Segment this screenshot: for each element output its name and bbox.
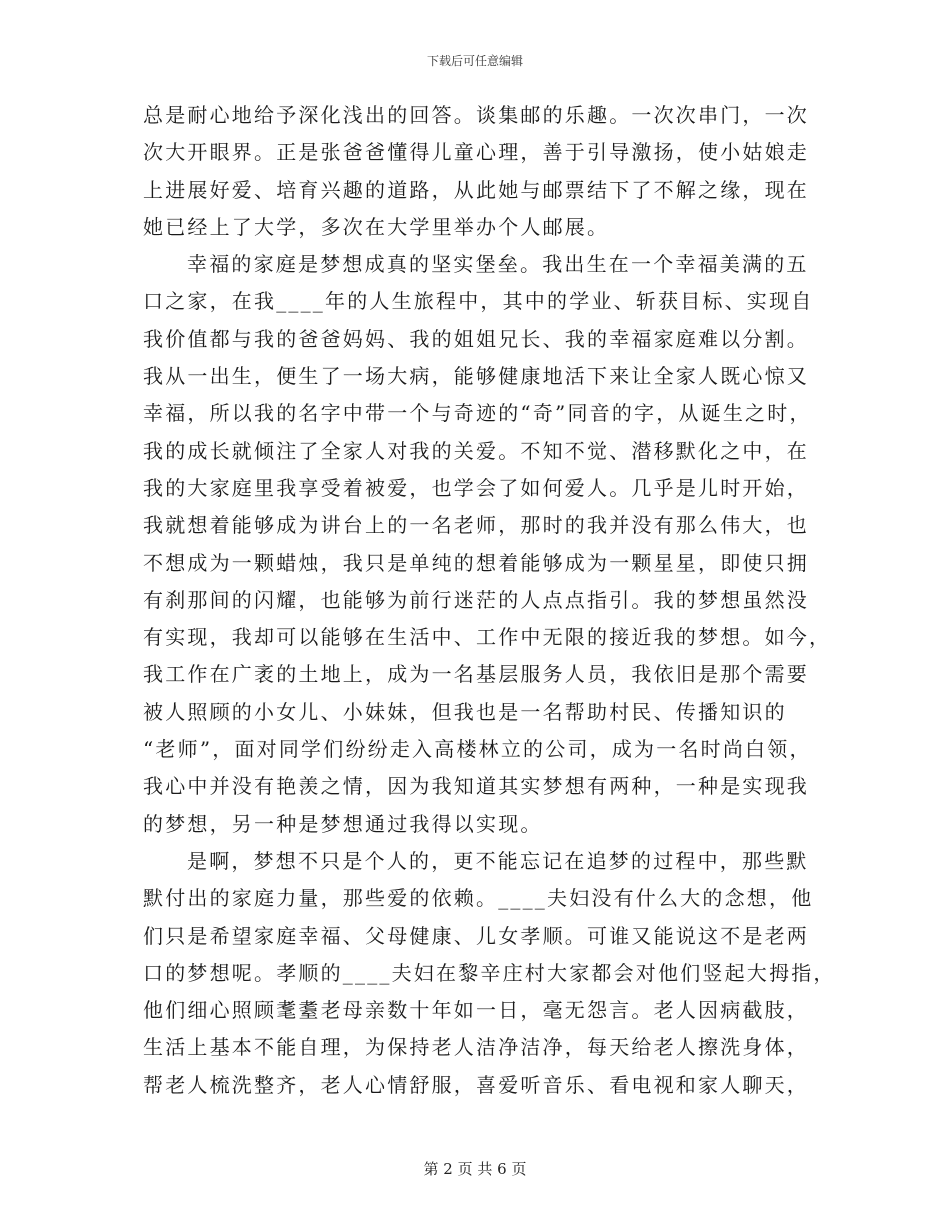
paragraph-first-line: 幸福的家庭是梦想成真的坚实堡垒。我出生在一个幸福美满的五 <box>187 252 809 277</box>
text-line: 我工作在广袤的土地上，成为一名基层服务人员，我依旧是那个需要 <box>143 662 809 687</box>
text-line: 生活上基本不能自理，为保持老人洁净洁净，每天给老人擦洗身体， <box>143 1035 809 1060</box>
text-line: 帮老人梳洗整齐，老人心情舒服，喜爱听音乐、看电视和家人聊天， <box>143 1072 809 1097</box>
text-line: 不想成为一颗蜡烛，我只是单纯的想着能够成为一颗星星，即使只拥 <box>143 550 809 575</box>
text-line: 我从一出生，便生了一场大病，能够健康地活下来让全家人既心惊又 <box>143 364 809 389</box>
text-line: 总是耐心地给予深化浅出的回答。谈集邮的乐趣。一次次串门，一次 <box>143 103 809 127</box>
text-line: 被人照顾的小女儿、小妹妹，但我也是一名帮助村民、传播知识的 <box>143 699 787 724</box>
text-line: 她已经上了大学，多次在大学里举办个人邮展。 <box>143 214 610 239</box>
text-line: “老师”，面对同学们纷纷走入高楼林立的公司，成为一名时尚白领， <box>143 737 812 762</box>
text-line: 有实现，我却可以能够在生活中、工作中无限的接近我的梦想。如今， <box>143 625 832 650</box>
text-line: 他们细心照顾耄耋老母亲数十年如一日，毫无怨言。老人因病截肢， <box>143 998 809 1023</box>
page-header: 下载后可任意编辑 <box>426 54 523 68</box>
text-line: 我就想着能够成为讲台上的一名老师，那时的我并没有那么伟大，也 <box>143 513 809 538</box>
text-line: 们只是希望家庭幸福、父母健康、儿女孝顺。可谁又能说这不是老两 <box>143 923 809 948</box>
text-line: 我价值都与我的爸爸妈妈、我的姐姐兄长、我的幸福家庭难以分割。 <box>143 326 809 351</box>
text-line: 口之家，在我____年的人生旅程中，其中的学业、斩获目标、实现自 <box>143 289 814 314</box>
page-number: 第 2 页 共 6 页 <box>423 1160 527 1178</box>
text-line: 上进展好爱、培育兴趣的道路，从此她与邮票结下了不解之缘，现在 <box>143 177 809 202</box>
text-line: 的梦想，另一种是梦想通过我得以实现。 <box>143 811 543 836</box>
text-line: 次大开眼界。正是张爸爸懂得儿童心理，善于引导激扬，使小姑娘走 <box>143 140 809 165</box>
text-line: 有刹那间的闪耀，也能够为前行迷茫的人点点指引。我的梦想虽然没 <box>143 587 809 612</box>
text-line: 我心中并没有艳羡之情，因为我知道其实梦想有两种，一种是实现我 <box>143 774 809 799</box>
text-line: 我的成长就倾注了全家人对我的关爱。不知不觉、潜移默化之中，在 <box>143 438 809 463</box>
text-line: 幸福，所以我的名字中带一个与奇迹的“奇”同音的字，从诞生之时， <box>143 401 812 426</box>
text-line: 默付出的家庭力量，那些爱的依赖。____夫妇没有什么大的念想，他 <box>143 886 814 911</box>
document-body <box>143 97 836 1104</box>
paragraph-first-line: 是啊，梦想不只是个人的，更不能忘记在追梦的过程中，那些默 <box>187 848 809 873</box>
text-line: 我的大家庭里我享受着被爱，也学会了如何爱人。几乎是儿时开始， <box>143 475 809 500</box>
text-line: 口的梦想呢。孝顺的____夫妇在黎辛庄村大家都会对他们竖起大拇指， <box>143 960 836 985</box>
